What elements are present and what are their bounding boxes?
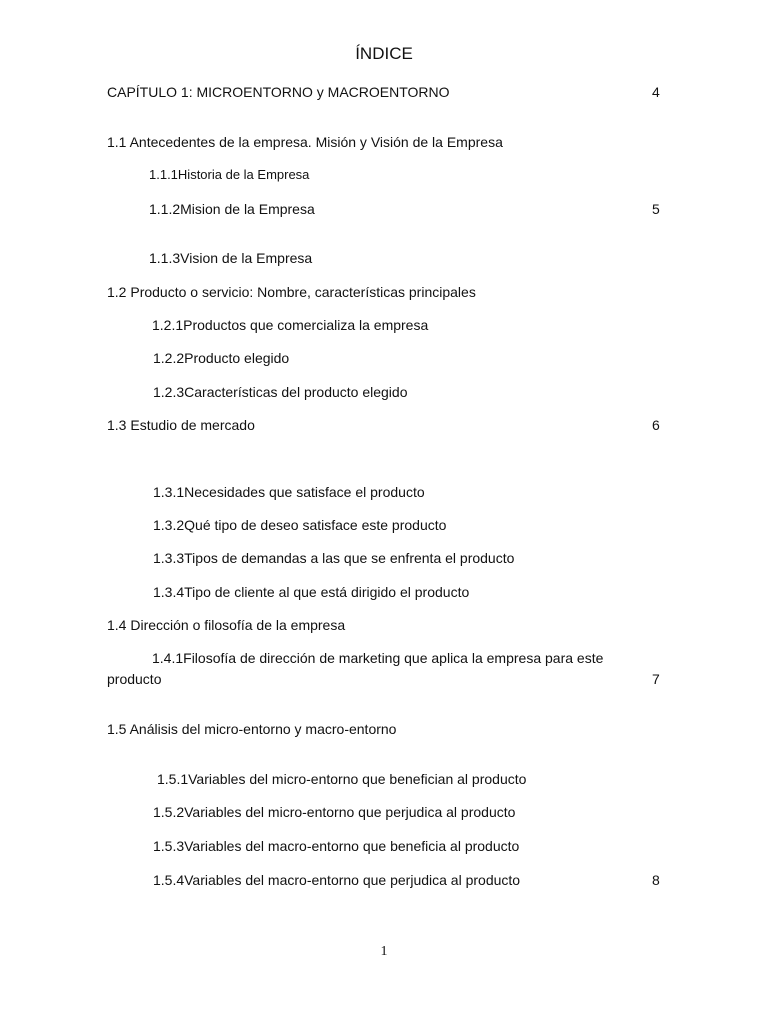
toc-entry-text: 1.5 Análisis del micro-entorno y macro-entorno (107, 721, 397, 737)
toc-entry-text: 1.1 Antecedentes de la empresa. Misión y Visión de la Empresa (107, 134, 503, 150)
toc-entry-1-2-2[interactable] (0, 348, 768, 368)
toc-entry-text: 1.2.3Características del producto elegido (153, 384, 408, 400)
toc-entry-1-5[interactable] (0, 719, 768, 739)
toc-entry-text: CAPÍTULO 1: MICROENTORNO y MACROENTORNO (107, 84, 450, 100)
toc-entry-1-3-2[interactable] (0, 515, 768, 535)
toc-entry-1-3-3[interactable] (0, 548, 768, 568)
toc-entry-1-1[interactable] (0, 132, 768, 152)
toc-entry-page: 7 (652, 671, 660, 687)
toc-entry-text: 1.4 Dirección o filosofía de la empresa (107, 617, 346, 633)
toc-entry-page: 5 (652, 201, 660, 217)
page-number: 1 (380, 944, 388, 959)
toc-entry-page: 8 (652, 872, 660, 888)
toc-entry-text: 1.5.2Variables del micro-entorno que perjudica al producto (153, 804, 516, 820)
toc-entry-text: 1.2 Producto o servicio: Nombre, características principales (107, 284, 476, 300)
toc-entry-1-1-1[interactable] (0, 165, 768, 185)
toc-entry-page: 6 (652, 417, 660, 433)
toc-entry-text: 1.3.3Tipos de demandas a las que se enfrenta el producto (153, 550, 515, 566)
toc-entry-text: 1.1.1Historia de la Empresa (149, 167, 310, 182)
toc-entry-text: 1.3 Estudio de mercado (107, 417, 255, 433)
toc-entry-text: 1.1.3Vision de la Empresa (149, 250, 313, 266)
toc-entry-1-1-3[interactable] (0, 248, 768, 268)
toc-entry-1-3[interactable] (0, 415, 768, 435)
toc-entry-page: 4 (652, 84, 660, 100)
toc-entry-text: 1.5.4Variables del macro-entorno que perjudica al producto (153, 872, 521, 888)
page-title: ÍNDICE (355, 44, 413, 63)
toc-entry-text: 1.2.2Producto elegido (153, 350, 290, 366)
toc-entry-text: 1.3.2Qué tipo de deseo satisface este producto (153, 517, 447, 533)
toc-entry-1-5-1[interactable] (0, 769, 768, 789)
toc-entry-1-4-1[interactable] (107, 648, 667, 690)
toc-entry-continuation: producto (107, 671, 162, 687)
toc-entry-text: 1.3.1Necesidades que satisface el producto (153, 484, 425, 500)
toc-entry-chapter-1[interactable] (0, 82, 768, 102)
toc-entry-1-5-3[interactable] (0, 836, 768, 856)
toc-entry-text: 1.4.1Filosofía de dirección de marketing que aplica la empresa para este (152, 650, 604, 666)
toc-entry-1-2[interactable] (0, 282, 768, 302)
toc-entry-1-5-2[interactable] (0, 802, 768, 822)
toc-entry-1-3-4[interactable] (0, 582, 768, 602)
toc-entry-1-3-1[interactable] (0, 482, 768, 502)
toc-entry-1-5-4[interactable] (0, 870, 768, 890)
toc-entry-text: 1.3.4Tipo de cliente al que está dirigido el producto (153, 584, 470, 600)
toc-entry-text: 1.1.2Mision de la Empresa (149, 201, 315, 217)
toc-entry-1-2-3[interactable] (0, 382, 768, 402)
toc-entry-text: 1.5.1Variables del micro-entorno que benefician al producto (157, 771, 527, 787)
toc-entry-text: 1.2.1Productos que comercializa la empresa (152, 317, 429, 333)
toc-entry-text: 1.5.3Variables del macro-entorno que beneficia al producto (153, 838, 520, 854)
toc-entry-1-1-2[interactable] (0, 199, 768, 219)
toc-entry-1-2-1[interactable] (0, 315, 768, 335)
toc-entry-1-4[interactable] (0, 615, 768, 635)
